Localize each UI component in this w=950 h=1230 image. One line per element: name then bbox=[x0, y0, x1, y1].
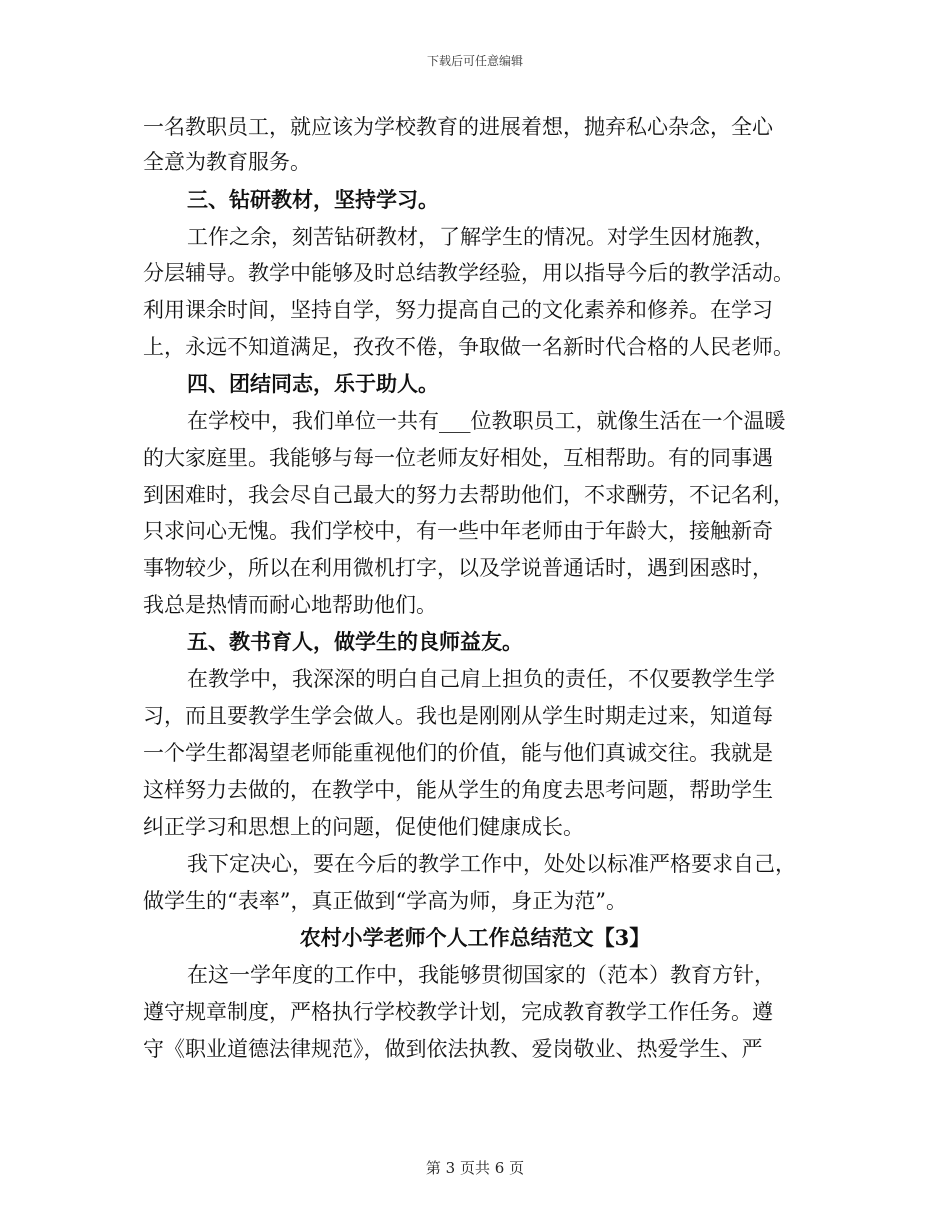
body-line: 工作之余，刻苦钻研教材，了解学生的情况。对学生因材施教， bbox=[187, 225, 775, 249]
body-line: 一名教职员工，就应该为学校教育的进展着想，抛弃私心杂念，全心 bbox=[143, 115, 773, 139]
body-line: 利用课余时间，坚持自学，努力提高自己的文化素养和修养。在学习 bbox=[143, 298, 773, 322]
body-line: 只求问心无愧。我们学校中，有一些中年老师由于年龄大，接触新奇 bbox=[143, 519, 773, 543]
article-title: 农村小学老师个人工作总结范文【3】 bbox=[299, 925, 651, 950]
section-heading-3: 三、钻研教材，坚持学习。 bbox=[187, 187, 439, 212]
body-line: 在学校中，我们单位一共有___位教职员工，就像生活在一个温暖 bbox=[187, 409, 786, 433]
page-footer: 第 3 页共 6 页 bbox=[425, 1159, 525, 1177]
body-line: 在这一学年度的工作中，我能够贯彻国家的（范本）教育方针， bbox=[187, 963, 775, 987]
body-line: 上，永远不知道满足，孜孜不倦，争取做一名新时代合格的人民老师。 bbox=[143, 335, 794, 359]
body-line: 习，而且要教学生学会做人。我也是刚刚从学生时期走过来，知道每 bbox=[143, 704, 773, 728]
section-heading-4: 四、团结同志，乐于助人。 bbox=[187, 371, 439, 396]
body-line: 纠正学习和思想上的问题，促使他们健康成长。 bbox=[143, 815, 584, 839]
body-line: 我总是热情而耐心地帮助他们。 bbox=[143, 593, 437, 617]
body-line: 守《职业道德法律规范》，做到依法执教、爱岗敬业、热爱学生、严 bbox=[143, 1037, 763, 1061]
page-header: 下载后可任意编辑 bbox=[426, 54, 523, 68]
body-line: 在教学中，我深深的明白自己肩上担负的责任，不仅要教学生学 bbox=[187, 667, 775, 691]
body-line: 事物较少，所以在利用微机打字，以及学说普通话时，遇到困惑时， bbox=[143, 556, 773, 580]
body-line: 做学生的“表率”，真正做到“学高为师，身正为范”。 bbox=[143, 889, 627, 913]
body-line: 我下定决心，要在今后的教学工作中，处处以标准严格要求自己， bbox=[187, 852, 796, 876]
body-line: 全意为教育服务。 bbox=[143, 150, 311, 174]
body-line: 这样努力去做的，在教学中，能从学生的角度去思考问题，帮助学生 bbox=[143, 778, 773, 802]
body-line: 遵守规章制度，严格执行学校教学计划，完成教育教学工作任务。遵 bbox=[143, 1000, 773, 1024]
section-heading-5: 五、教书育人，做学生的良师益友。 bbox=[187, 629, 523, 654]
body-line: 的大家庭里。我能够与每一位老师友好相处，互相帮助。有的同事遇 bbox=[143, 446, 773, 470]
body-line: 一个学生都渴望老师能重视他们的价值，能与他们真诚交往。我就是 bbox=[143, 741, 773, 765]
body-line: 分层辅导。教学中能够及时总结教学经验，用以指导今后的教学活动。 bbox=[143, 261, 794, 285]
body-line: 到困难时，我会尽自己最大的努力去帮助他们，不求酬劳，不记名利， bbox=[143, 483, 794, 507]
